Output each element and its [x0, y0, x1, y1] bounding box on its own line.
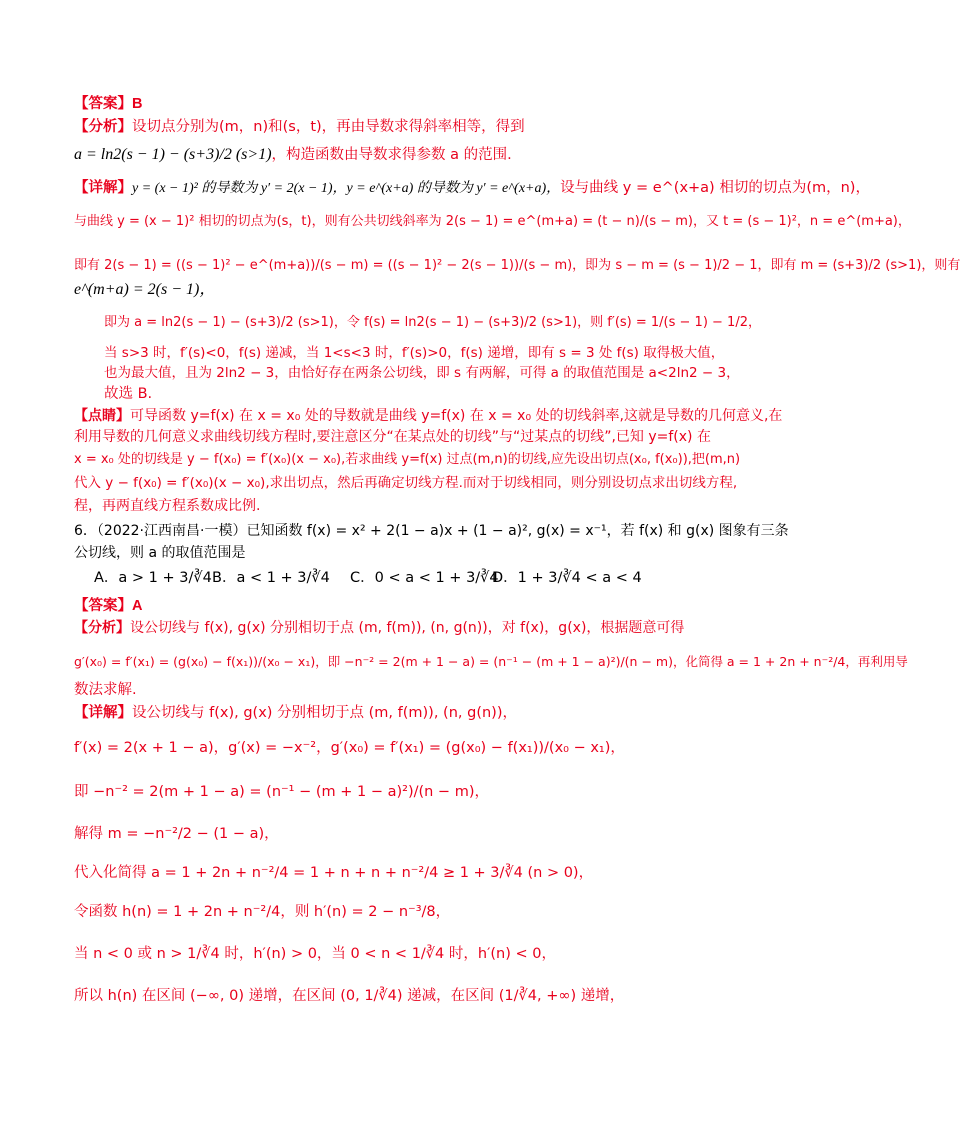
- answer-tag-2: 【答案】: [74, 598, 132, 614]
- analysis-text-2: ，构造函数由导数求得参数 a 的范围.: [271, 147, 512, 163]
- detail-line-3: [74, 256, 960, 276]
- point-text-5: 程，再两直线方程系数成比例.: [74, 498, 261, 514]
- detail-text-4: e^(m+a) = 2(s − 1)，: [74, 281, 216, 298]
- analysis-line-2: [74, 145, 512, 165]
- option-c: C．0 < a < 1 + 3/∛4: [350, 570, 499, 586]
- detail-line-1: [74, 178, 870, 199]
- point-text-2: 利用导数的几何意义求曲线切线方程时,要注意区分“在某点处的切线”与“过某点的切线”,已知 y=f(x) 在: [74, 429, 711, 445]
- point-line-1: [74, 406, 782, 426]
- option-a: A．a > 1 + 3/∛4: [94, 570, 212, 586]
- analysis-b-text-3: 数法求解.: [74, 682, 137, 698]
- analysis-tag: 【分析】: [74, 119, 132, 135]
- detail-tag: 【详解】: [74, 180, 132, 196]
- detail-line-5: [104, 313, 761, 333]
- detail-text-2: 与曲线 y = (x − 1)² 相切的切点为(s，t)，则有公共切线斜率为 2(s − 1) = e^(m+a) = (t − n)/(s − m)，又 t = (s − 1)²，n = e^(m+a)，: [74, 214, 911, 229]
- point-line-2: [74, 427, 711, 447]
- detail-line-7: [104, 363, 740, 383]
- detail-line-8: [104, 384, 152, 404]
- analysis-line-1: [74, 117, 525, 137]
- question-6-stem: [74, 521, 789, 541]
- detail-tag-2: 【详解】: [74, 705, 132, 721]
- analysis-line-b3: [74, 680, 137, 700]
- detail-b-text-5: 代入化简得 a = 1 + 2n + n⁻²/4 = 1 + n + n + n⁻²/4 ≥ 1 + 3/∛4 (n > 0)，: [74, 865, 594, 881]
- detail-line-b6: [74, 902, 450, 922]
- point-text-3: x = x₀ 处的切线是 y − f(x₀) = f′(x₀)(x − x₀),若求曲线 y=f(x) 过点(m,n)的切线,应先设出切点(x₀, f(x₀)),把(m,n): [74, 452, 741, 467]
- analysis-b-text-2: g′(x₀) = f′(x₁) = (g(x₀) − f(x₁))/(x₀ − x₁)，即 −n⁻² = 2(m + 1 − a) = (n⁻¹ − (m + 1 − a)²)/(n − m)，化简得 a = 1 + 2n + n⁻²/4，再利用导: [74, 654, 908, 669]
- analysis-line-b2: [74, 652, 908, 672]
- detail-text-8: 故选 B.: [104, 386, 153, 402]
- detail-line-4: [74, 280, 215, 300]
- detail-line-b4: [74, 824, 279, 844]
- detail-line-2: [74, 212, 911, 232]
- detail-b-text-6: 令函数 h(n) = 1 + 2n + n⁻²/4，则 h′(n) = 2 − n⁻³/8，: [74, 904, 451, 920]
- answer-value-2: A: [132, 598, 143, 614]
- answer-line-1: [74, 94, 142, 114]
- question-number: 6．: [74, 523, 97, 539]
- detail-formula-1a: y = (x − 1)² 的导数为 y′ = 2(x − 1)，y = e^(x+a) 的导数为 y′ = e^(x+a)，: [132, 181, 561, 196]
- answer-value: B: [132, 96, 143, 112]
- analysis-text: 设切点分别为(m，n)和(s，t)，再由导数求得斜率相等，得到: [132, 119, 525, 135]
- detail-text-3: 即有 2(s − 1) = ((s − 1)² − e^(m+a))/(s − m) = ((s − 1)² − 2(s − 1))/(s − m)，即为 s − m = (s − 1)/2 − 1，即有 m = (s+3)/2 (s>1)，则有: [74, 258, 960, 273]
- analysis-formula: a = ln2(s − 1) − (s+3)/2 (s>1): [74, 146, 272, 163]
- detail-b-text-1: 设公切线与 f(x), g(x) 分别相切于点 (m, f(m)), (n, g(n))，: [132, 705, 517, 721]
- answer-tag: 【答案】: [74, 96, 132, 112]
- point-tag: 【点睛】: [74, 408, 130, 424]
- detail-line-b7: [74, 944, 556, 964]
- question-stem-b: 公切线，则 a 的取值范围是: [74, 545, 246, 561]
- analysis-b-text-1: 设公切线与 f(x), g(x) 分别相切于点 (m, f(m)), (n, g(n))，对 f(x)，g(x)，根据题意可得: [130, 620, 685, 636]
- point-line-5: [74, 496, 260, 516]
- point-text-4: 代入 y − f(x₀) = f′(x₀)(x − x₀),求出切点，然后再确定切线方程.而对于切线相同，则分别设切点求出切线方程,: [74, 475, 738, 491]
- analysis-line-b1: [74, 618, 684, 638]
- detail-b-text-2: f′(x) = 2(x + 1 − a)，g′(x) = −x⁻²，g′(x₀) = f′(x₁) = (g(x₀) − f(x₁))/(x₀ − x₁)，: [74, 740, 625, 756]
- option-d: D．1 + 3/∛4 < a < 4: [492, 570, 642, 586]
- detail-b-text-8: 所以 h(n) 在区间 (−∞, 0) 递增，在区间 (0, 1/∛4) 递减，在区间 (1/∛4, +∞) 递增，: [74, 988, 625, 1004]
- analysis-tag-2: 【分析】: [74, 620, 130, 636]
- detail-line-b1: [74, 703, 517, 723]
- point-text-1: 可导函数 y=f(x) 在 x = x₀ 处的导数就是曲线 y=f(x) 在 x = x₀ 处的切线斜率,这就是导数的几何意义,在: [130, 408, 783, 424]
- point-line-4: [74, 473, 737, 493]
- question-source: （2022·江西南昌·一模）: [96, 523, 247, 539]
- detail-line-b8: [74, 986, 624, 1006]
- detail-text-7: 也为最大值，且为 2ln2 − 3，由恰好存在两条公切线，即 s 有两解，可得 a 的取值范围是 a<2ln2 − 3，: [104, 365, 740, 381]
- question-stem-a: 已知函数 f(x) = x² + 2(1 − a)x + (1 − a)², g(x) = x⁻¹，若 f(x) 和 g(x) 图象有三条: [246, 523, 789, 539]
- detail-text-1b: 设与曲线 y = e^(x+a) 相切的切点为(m，n)，: [560, 180, 870, 196]
- question-6-stem-2: [74, 543, 245, 563]
- detail-b-text-3: 即 −n⁻² = 2(m + 1 − a) = (n⁻¹ − (m + 1 − a)²)/(n − m)，: [74, 784, 489, 800]
- detail-line-6: [104, 343, 724, 363]
- detail-line-b3: [74, 782, 489, 802]
- point-line-3: [74, 450, 740, 470]
- detail-line-b2: [74, 738, 625, 758]
- detail-b-text-7: 当 n < 0 或 n > 1/∛4 时，h′(n) > 0，当 0 < n < 1/∛4 时，h′(n) < 0，: [74, 946, 556, 962]
- detail-text-6: 当 s>3 时，f′(s)<0，f(s) 递减，当 1<s<3 时，f′(s)>0，f(s) 递增，即有 s = 3 处 f(s) 取得极大值，: [104, 345, 725, 361]
- detail-b-text-4: 解得 m = −n⁻²/2 − (1 − a)，: [74, 826, 279, 842]
- detail-line-b5: [74, 863, 593, 883]
- option-b: B．a < 1 + 3/∛4: [212, 570, 330, 586]
- answer-line-2: [74, 596, 142, 616]
- detail-text-5: 即为 a = ln2(s − 1) − (s+3)/2 (s>1)，令 f(s) = ln2(s − 1) − (s+3)/2 (s>1)，则 f′(s) = 1/(s − 1) − 1/2，: [104, 315, 761, 330]
